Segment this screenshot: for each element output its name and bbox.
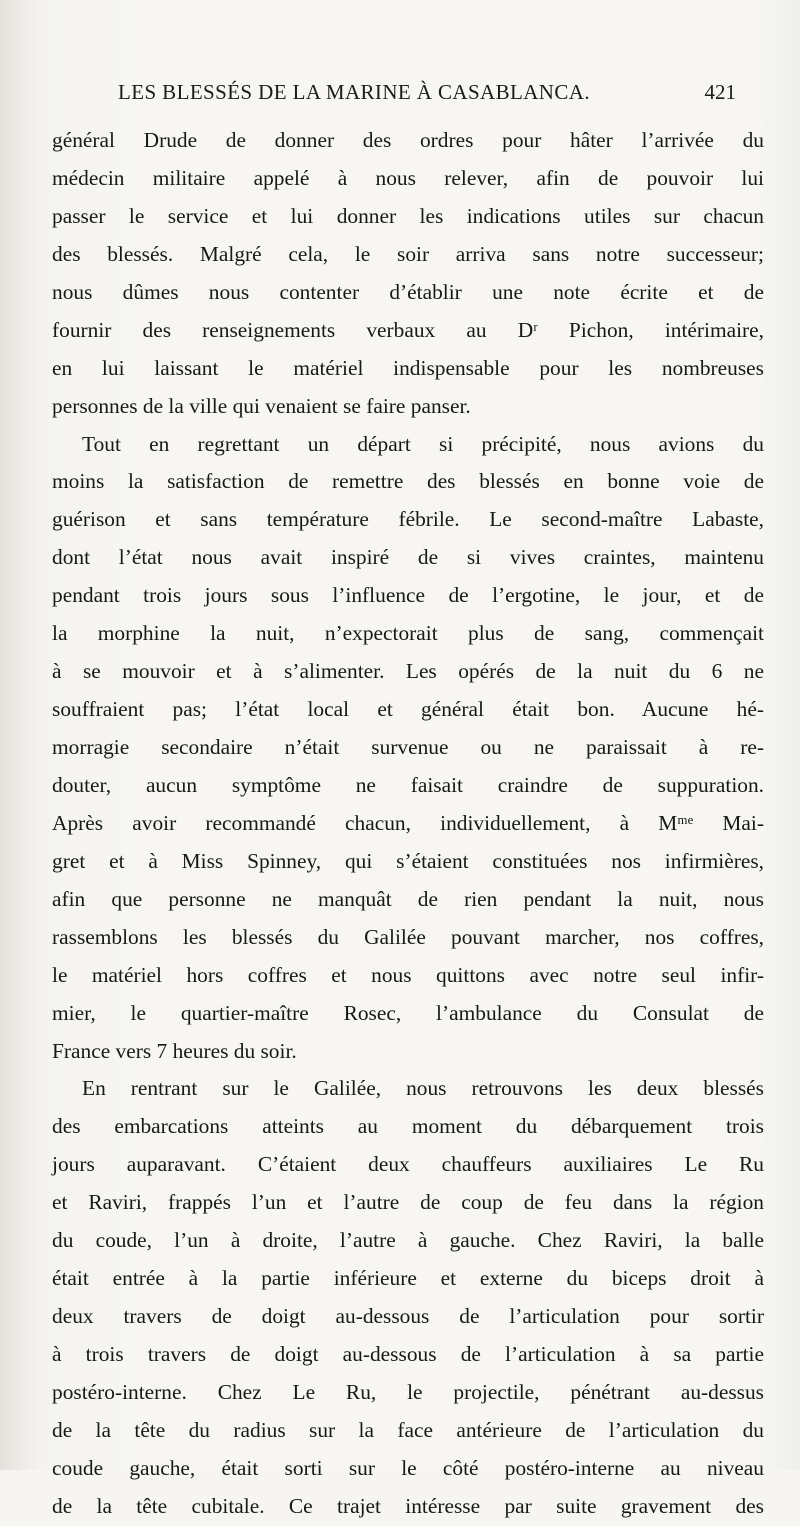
- text-line: la morphine la nuit, n’expectorait plus de sang, commençait: [52, 621, 764, 646]
- text-line: En rentrant sur le Galilée, nous retrouvons les deux blessés: [82, 1076, 764, 1101]
- text-line: France vers 7 heures du soir.: [52, 1038, 297, 1063]
- text-line: coude gauche, était sorti sur le côté postéro-interne au niveau: [52, 1455, 764, 1480]
- text-line: à se mouvoir et à s’alimenter. Les opérés de la nuit du 6 ne: [52, 659, 764, 684]
- text-line: deux travers de doigt au-dessous de l’articulation pour sortir: [52, 1304, 764, 1329]
- text-line: et Raviri, frappés l’un et l’autre de coup de feu dans la région: [52, 1190, 764, 1215]
- text-line: postéro-interne. Chez Le Ru, le projectile, pénétrant au-dessus: [52, 1379, 764, 1404]
- text-line: du coude, l’un à droite, l’autre à gauche. Chez Raviri, la balle: [52, 1228, 764, 1253]
- text-line: jours auparavant. C’étaient deux chauffeurs auxiliaires Le Ru: [52, 1152, 764, 1177]
- running-title: LES BLESSÉS DE LA MARINE À CASABLANCA.: [118, 80, 590, 104]
- text-line: douter, aucun symptôme ne faisait craindre de suppuration.: [52, 772, 764, 797]
- text-line: des embarcations atteints au moment du débarquement trois: [52, 1114, 764, 1139]
- text-line: morragie secondaire n’était survenue ou ne paraissait à re-: [52, 735, 764, 759]
- body-text: [52, 122, 764, 1526]
- text-line: passer le service et lui donner les indications utiles sur chacun: [52, 203, 764, 228]
- text-line: le matériel hors coffres et nous quittons avec notre seul infir-: [52, 962, 764, 987]
- page-number: 421: [704, 80, 736, 104]
- page-header: [52, 78, 742, 112]
- text-line: des blessés. Malgré cela, le soir arriva sans notre successeur;: [52, 241, 764, 266]
- text-line: médecin militaire appelé à nous relever, afin de pouvoir lui: [52, 165, 764, 190]
- text-line: à trois travers de doigt au-dessous de l’articulation à sa partie: [52, 1342, 764, 1366]
- text-line: pendant trois jours sous l’influence de l’ergotine, le jour, et de: [52, 583, 764, 608]
- text-line: général Drude de donner des ordres pour hâter l’arrivée du: [52, 128, 764, 152]
- text-line: personnes de la ville qui venaient se faire panser.: [52, 393, 471, 418]
- text-line: afin que personne ne manquât de rien pendant la nuit, nous: [52, 886, 764, 911]
- text-line: souffraient pas; l’état local et général était bon. Aucune hé-: [52, 697, 764, 722]
- text-line: nous dûmes nous contenter d’établir une note écrite et de: [52, 279, 764, 304]
- text-line: rassemblons les blessés du Galilée pouvant marcher, nos coffres,: [52, 924, 764, 949]
- text-line: moins la satisfaction de remettre des blessés en bonne voie de: [52, 469, 764, 494]
- text-line: Tout en regrettant un départ si précipité, nous avions du: [82, 431, 764, 456]
- text-line: dont l’état nous avait inspiré de si vives craintes, maintenu: [52, 545, 764, 570]
- text-line: de la tête du radius sur la face antérieure de l’articulation du: [52, 1417, 764, 1442]
- text-line: de la tête cubitale. Ce trajet intéresse par suite gravement des: [52, 1493, 764, 1518]
- text-line: Après avoir recommandé chacun, individuellement, à Mᵐᵉ Mai-: [52, 810, 764, 835]
- text-line: mier, le quartier-maître Rosec, l’ambulance du Consulat de: [52, 1000, 764, 1025]
- text-line: gret et à Miss Spinney, qui s’étaient constituées nos infirmières,: [52, 848, 764, 873]
- text-line: était entrée à la partie inférieure et externe du biceps droit à: [52, 1266, 764, 1291]
- text-line: fournir des renseignements verbaux au Dʳ Pichon, intérimaire,: [52, 317, 764, 342]
- text-line: en lui laissant le matériel indispensable pour les nombreuses: [52, 355, 764, 380]
- text-line: guérison et sans température fébrile. Le second-maître Labaste,: [52, 507, 764, 532]
